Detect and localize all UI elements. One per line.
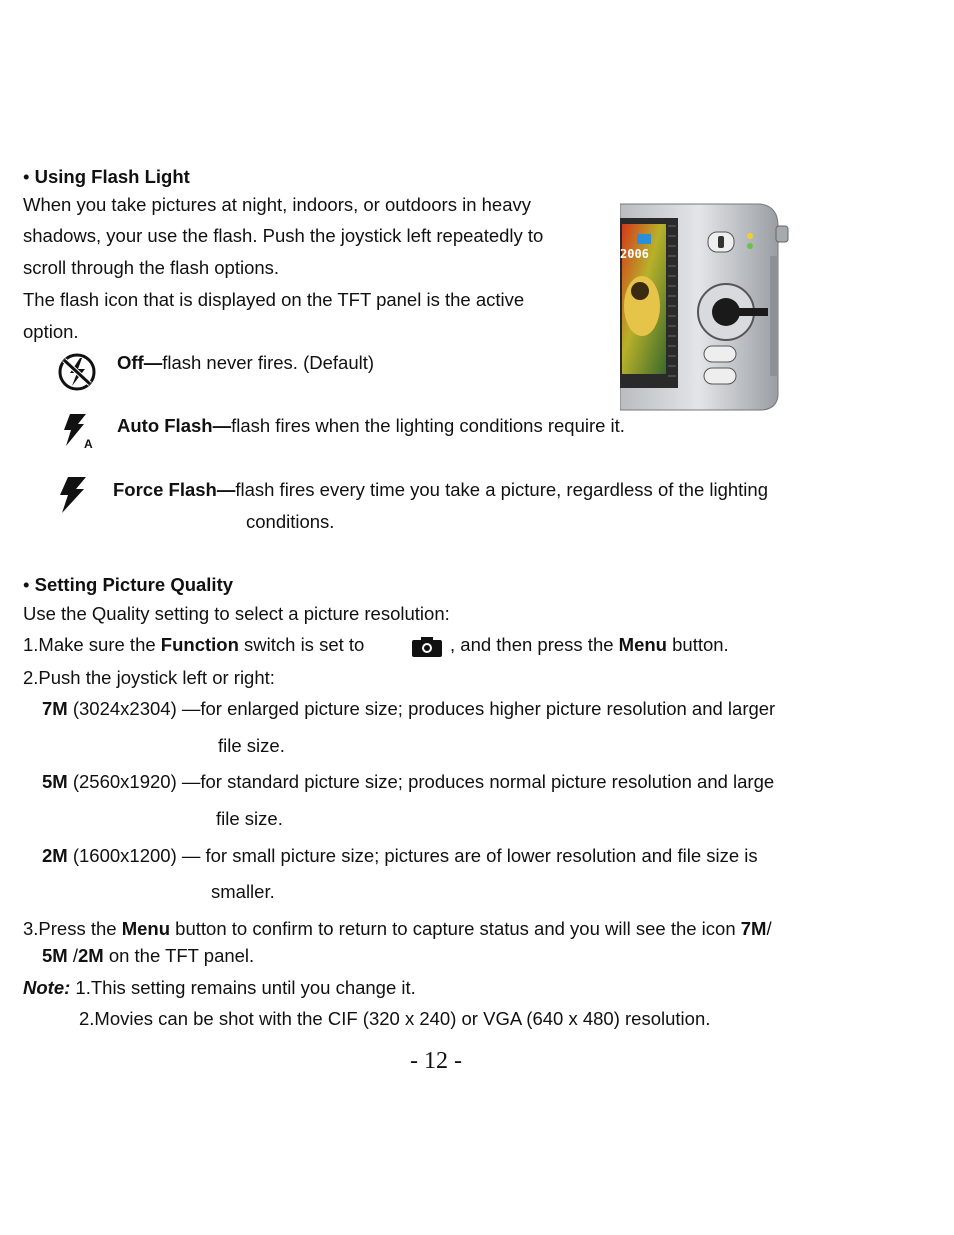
flash-intro-line-2: shadows, your use the flash. Push the joystick left repeatedly to (23, 225, 544, 246)
flash-option-force-cont: conditions. (246, 511, 335, 532)
flash-intro-line-4: The flash icon that is displayed on the TFT panel is the active (23, 289, 525, 310)
camera-photo (620, 196, 795, 412)
svg-text:A: A (84, 437, 93, 450)
resolution-7m-cont: file size. (218, 735, 285, 756)
flash-option-off: Off—flash never fires. (Default) (117, 352, 375, 373)
resolution-2m-cont: smaller. (211, 881, 275, 902)
resolution-5m-cont: file size. (216, 808, 283, 829)
quality-step-2: 2.Push the joystick left or right: (23, 667, 275, 688)
resolution-7m: 7M (3024x2304) —for enlarged picture size; produces higher picture resolution and larger (42, 698, 776, 719)
quality-heading: • Setting Picture Quality (23, 574, 234, 595)
flash-intro-line-1: When you take pictures at night, indoors, or outdoors in heavy (23, 194, 532, 215)
flash-intro-line-5: option. (23, 321, 79, 342)
note-line-2: 2.Movies can be shot with the CIF (320 x 240) or VGA (640 x 480) resolution. (79, 1008, 711, 1029)
note-line-1: Note: 1.This setting remains until you change it. (23, 977, 416, 998)
quality-step-1: 1.Make sure the Function switch is set to (23, 634, 365, 655)
quality-step-3-cont: 5M /2M on the TFT panel. (42, 945, 255, 966)
quality-step-1-end: , and then press the Menu button. (450, 634, 729, 655)
camera-icon (411, 636, 443, 658)
page-number: - 12 - (410, 1048, 462, 1074)
quality-step-3: 3.Press the Menu button to confirm to return to capture status and you will see the icon 7M/ (23, 918, 772, 939)
flash-heading: • Using Flash Light (23, 166, 190, 187)
flash-option-auto: Auto Flash—flash fires when the lighting conditions require it. (117, 415, 625, 436)
resolution-2m: 2M (1600x1200) — for small picture size; pictures are of lower resolution and file size is (42, 845, 758, 866)
resolution-5m: 5M (2560x1920) —for standard picture size; produces normal picture resolution and large (42, 771, 775, 792)
flash-option-force: Force Flash—flash fires every time you take a picture, regardless of the lighting (113, 479, 768, 500)
auto-flash-icon (60, 412, 98, 450)
flash-off-icon (56, 352, 98, 392)
flash-intro-line-3: scroll through the flash options. (23, 257, 280, 278)
quality-intro: Use the Quality setting to select a picture resolution: (23, 603, 450, 624)
force-flash-icon (56, 475, 92, 515)
camera-screen-text: 2006 (620, 247, 649, 261)
